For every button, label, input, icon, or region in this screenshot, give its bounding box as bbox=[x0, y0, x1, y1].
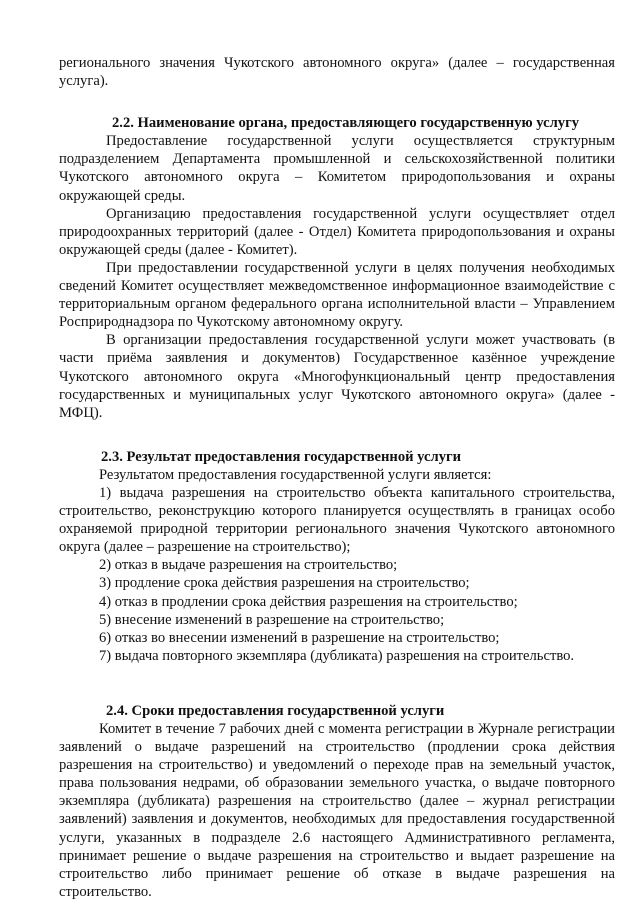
result-list-item: 1) выдача разрешения на строительство объекта капитального строительства, строительство, реконструкцию которого планируется осуществлять в границах особо охраняемой природной территории регионального значения Чукотского автономного округа (далее – разрешение на строительство); bbox=[59, 484, 615, 556]
intro-paragraph: регионального значения Чукотского автономного округа» (далее – государственная услуга). bbox=[59, 55, 615, 90]
section-2-3-lead: Результатом предоставления государственной услуги является: bbox=[99, 466, 492, 483]
result-list-item: 6) отказ во внесении изменений в разрешение на строительство; bbox=[99, 629, 500, 646]
document-page bbox=[59, 54, 615, 901]
result-list-item: 5) внесение изменений в разрешение на строительство; bbox=[99, 611, 445, 628]
result-list bbox=[59, 484, 615, 665]
result-list-item: 2) отказ в выдаче разрешения на строительство; bbox=[99, 557, 398, 574]
section-2-2-paragraph-3: При предоставлении государственной услуги в целях получения необходимых сведений Комитет осуществляет межведомственное информационное взаимодействие с территориальным органом федерального органа исполнительной власти – Управлением Росприроднадзора по Чукотскому автономному округу. bbox=[59, 259, 615, 331]
section-2-2-paragraph-4: В организации предоставления государственной услуги может участвовать (в части приёма заявления и документов) Государственное казённое учреждение Чукотского автономного округа «Многофункциональный центр предоставления государственных и муниципальных услуг Чукотского автономного округа» (далее - МФЦ). bbox=[59, 332, 615, 421]
section-2-3-heading: 2.3. Результат предоставления государственной услуги bbox=[101, 448, 462, 465]
section-2-4-heading: 2.4. Сроки предоставления государственной услуги bbox=[106, 702, 445, 719]
result-list-item: 7) выдача повторного экземпляра (дубликата) разрешения на строительство. bbox=[99, 647, 575, 664]
section-2-2-paragraph-2: Организацию предоставления государственной услуги осуществляет отдел природоохранных территорий (далее - Отдел) Комитета природопользования и охраны окружающей среды (далее - Комитет). bbox=[59, 205, 615, 258]
result-list-item: 3) продление срока действия разрешения на строительство; bbox=[99, 575, 470, 592]
result-list-item: 4) отказ в продлении срока действия разрешения на строительство; bbox=[99, 593, 518, 610]
section-2-2-heading: 2.2. Наименование органа, предоставляющего государственную услугу bbox=[112, 115, 580, 132]
section-2-4-paragraph-1: Комитет в течение 7 рабочих дней с момента регистрации в Журнале регистрации заявлений о выдаче разрешений на строительство (продлении срока действия разрешения на строительство) и уведомлений о переходе прав на земельный участок, права пользования недрами, об образовании земельного участка, о выдаче повторного экземпляра (дубликата) разрешения на строительство (далее – журнал регистрации заявлений) заявления и документов, необходимых для предоставления государственной услуги, указанных в подразделе 2.6 настоящего Административного регламента, принимает решение о выдаче разрешения на строительство и выдает разрешение на строительство либо принимает решение об отказе в выдаче разрешения на строительство. bbox=[59, 721, 615, 900]
section-2-2-paragraph-1: Предоставление государственной услуги осуществляется структурным подразделением Департамента промышленной и сельскохозяйственной политики Чукотского автономного округа – Комитетом природопользования и охраны окружающей среды. bbox=[59, 133, 615, 204]
